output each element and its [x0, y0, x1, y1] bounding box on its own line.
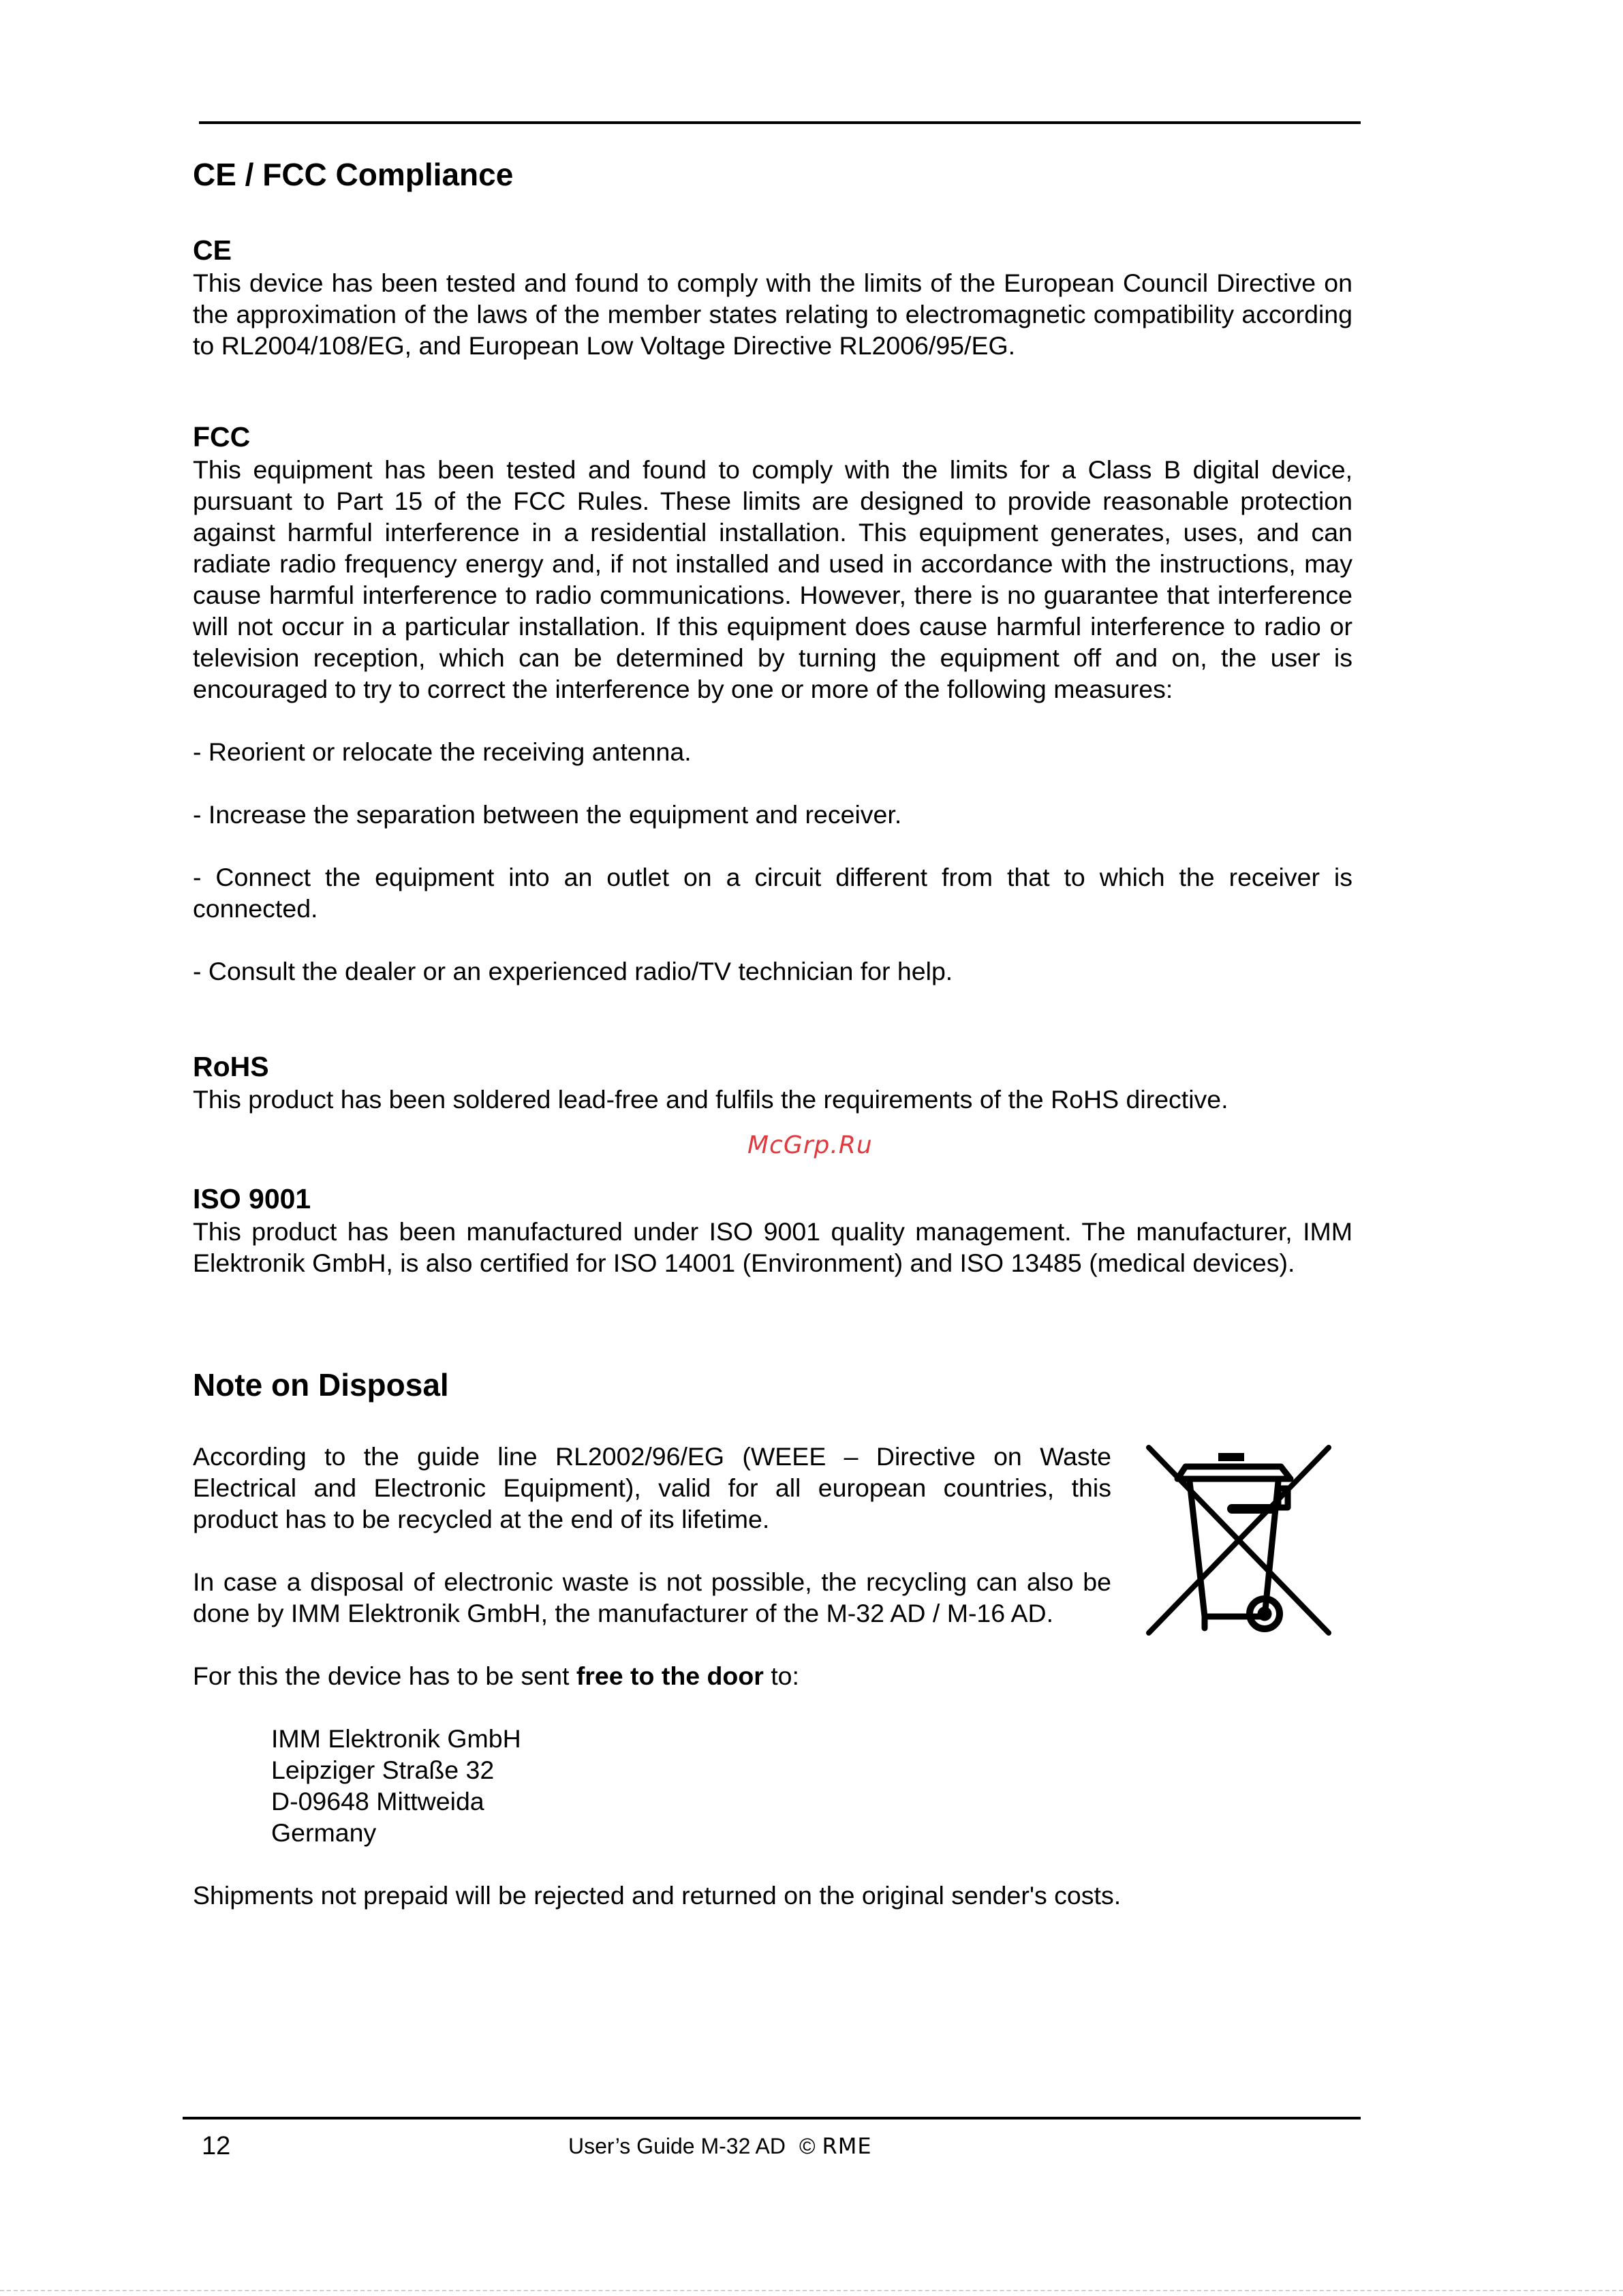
- address-line-1: IMM Elektronik GmbH: [271, 1724, 521, 1753]
- fcc-measure-2: - Increase the separation between the equipment and receiver.: [193, 800, 902, 829]
- footer-rule: [183, 2117, 1361, 2119]
- footer-guide-title: User’s Guide M-32 AD: [568, 2134, 786, 2158]
- fcc-measure-1: - Reorient or relocate the receiving antenna.: [193, 737, 692, 766]
- page-title: CE / FCC Compliance: [193, 157, 514, 192]
- disposal-section: [193, 1441, 1352, 1629]
- disposal-send-line: For this the device has to be sent free to the door to:: [193, 1662, 799, 1690]
- free-to-door-bold: free to the door: [576, 1662, 764, 1690]
- iso-text: This product has been manufactured under ISO 9001 quality management. The manufacturer, IMM Elektronik GmbH, is also certified for ISO 14001 (Environment) and ISO 13485 (medical devices).: [193, 1217, 1352, 1277]
- disposal-closing: Shipments not prepaid will be rejected and returned on the original sender's costs.: [193, 1881, 1122, 1910]
- ce-heading: CE: [193, 234, 232, 266]
- address-line-3: D-09648 Mittweida: [271, 1787, 484, 1816]
- rohs-heading: RoHS: [193, 1051, 269, 1082]
- crossed-out-wheelie-bin-icon: [1137, 1441, 1341, 1638]
- page-content: [193, 150, 1352, 1911]
- fcc-measure-3: - Connect the equipment into an outlet on a circuit different from that to which the receiver is connected.: [193, 863, 1352, 923]
- page-number: 12: [202, 2132, 231, 2160]
- brand-logo-text: RME: [822, 2133, 872, 2159]
- ce-text: This device has been tested and found to comply with the limits of the European Council Directive on the approximation of the laws of the member states relating to electromagnetic compatibility according to RL2004/108/EG, and European Low Voltage Directive RL2006/95/EG.: [193, 269, 1352, 360]
- address-line-4: Germany: [271, 1818, 377, 1847]
- disposal-para-1: According to the guide line RL2002/96/EG (WEEE – Directive on Waste Electrical and Electronic Equipment), valid for all european countries, this product has to be recycled at the end of its lifetime.: [193, 1442, 1111, 1533]
- copyright-symbol: ©: [799, 2134, 816, 2158]
- iso-heading: ISO 9001: [193, 1183, 311, 1214]
- disposal-heading: Note on Disposal: [193, 1367, 449, 1403]
- fcc-measure-4: - Consult the dealer or an experienced radio/TV technician for help.: [193, 957, 953, 985]
- watermark-text: McGrp.Ru: [747, 1131, 873, 1159]
- fcc-heading: FCC: [193, 421, 251, 453]
- header-rule: [199, 121, 1361, 124]
- fcc-text: This equipment has been tested and found to comply with the limits for a Class B digital device, pursuant to Part 15 of the FCC Rules. These limits are designed to provide reasonable protection against harmful interference in a residential installation. This equipment generates, uses, and can radiate radio frequency energy and, if not installed and used in accordance with the instructions, may cause harmful interference to radio communications. However, there is no guarantee that interference will not occur in a particular installation. If this equipment does cause harmful interference to radio or television reception, which can be determined by turning the equipment off and on, the user is encouraged to try to correct the interference by one or more of the following measures:: [193, 455, 1352, 703]
- disposal-para-2: In case a disposal of electronic waste is not possible, the recycling can also be done by IMM Elektronik GmbH, the manufacturer of the M-32 AD / M-16 AD.: [193, 1567, 1111, 1627]
- scan-edge-line: [0, 2290, 1623, 2291]
- rohs-text: This product has been soldered lead-free and fulfils the requirements of the RoHS directive.: [193, 1085, 1228, 1114]
- address-block: [271, 1723, 1352, 1848]
- footer-guide: [568, 2133, 872, 2159]
- address-line-2: Leipziger Straße 32: [271, 1756, 495, 1784]
